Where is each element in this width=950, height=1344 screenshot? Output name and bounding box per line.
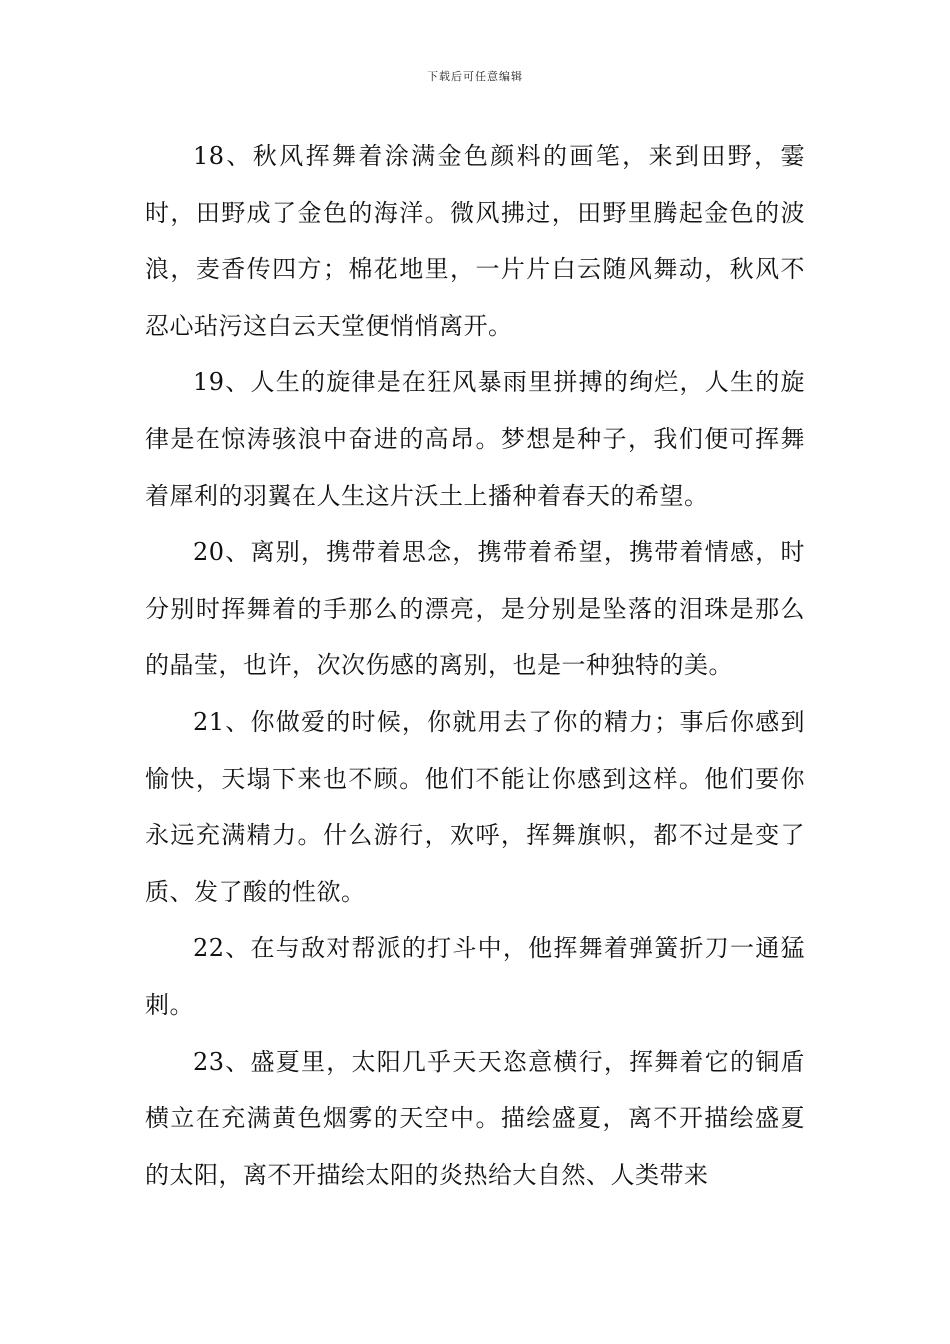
paragraph-18: 18、秋风挥舞着涂满金色颜料的画笔，来到田野，霎时，田野成了金色的海洋。微风拂过，田野里腾起金色的波浪，麦香传四方；棉花地里，一片片白云随风舞动，秋风不忍心玷污这白云天堂便悄悄离开。 — [145, 142, 805, 340]
paragraph-21: 21、你做爱的时候，你就用去了你的精力；事后你感到愉快，天塌下来也不顾。他们不能让你感到这样。他们要你永远充满精力。什么游行，欢呼，挥舞旗帜，都不过是变了质、发了酸的性欲。 — [145, 707, 805, 906]
paragraph-19: 19、人生的旋律是在狂风暴雨里拼搏的绚烂，人生的旋律是在惊涛骇浪中奋进的高昂。梦想是种子，我们便可挥舞着犀利的羽翼在人生这片沃土上播种着春天的希望。 — [145, 368, 805, 510]
document-body — [145, 128, 805, 1203]
paragraph-23: 23、盛夏里，太阳几乎天天恣意横行，挥舞着它的铜盾横立在充满黄色烟雾的天空中。描绘盛夏，离不开描绘盛夏的太阳，离不开描绘太阳的炎热给大自然、人类带来 — [145, 1047, 805, 1189]
page-header: 下载后可任意编辑 — [427, 70, 523, 83]
paragraph-20: 20、离别，携带着思念，携带着希望，携带着情感，时分别时挥舞着的手那么的漂亮，是分别是坠落的泪珠是那么的晶莹，也许，次次伤感的离别，也是一种独特的美。 — [145, 538, 805, 680]
paragraph-22: 22、在与敌对帮派的打斗中，他挥舞着弹簧折刀一通猛刺。 — [145, 934, 805, 1019]
